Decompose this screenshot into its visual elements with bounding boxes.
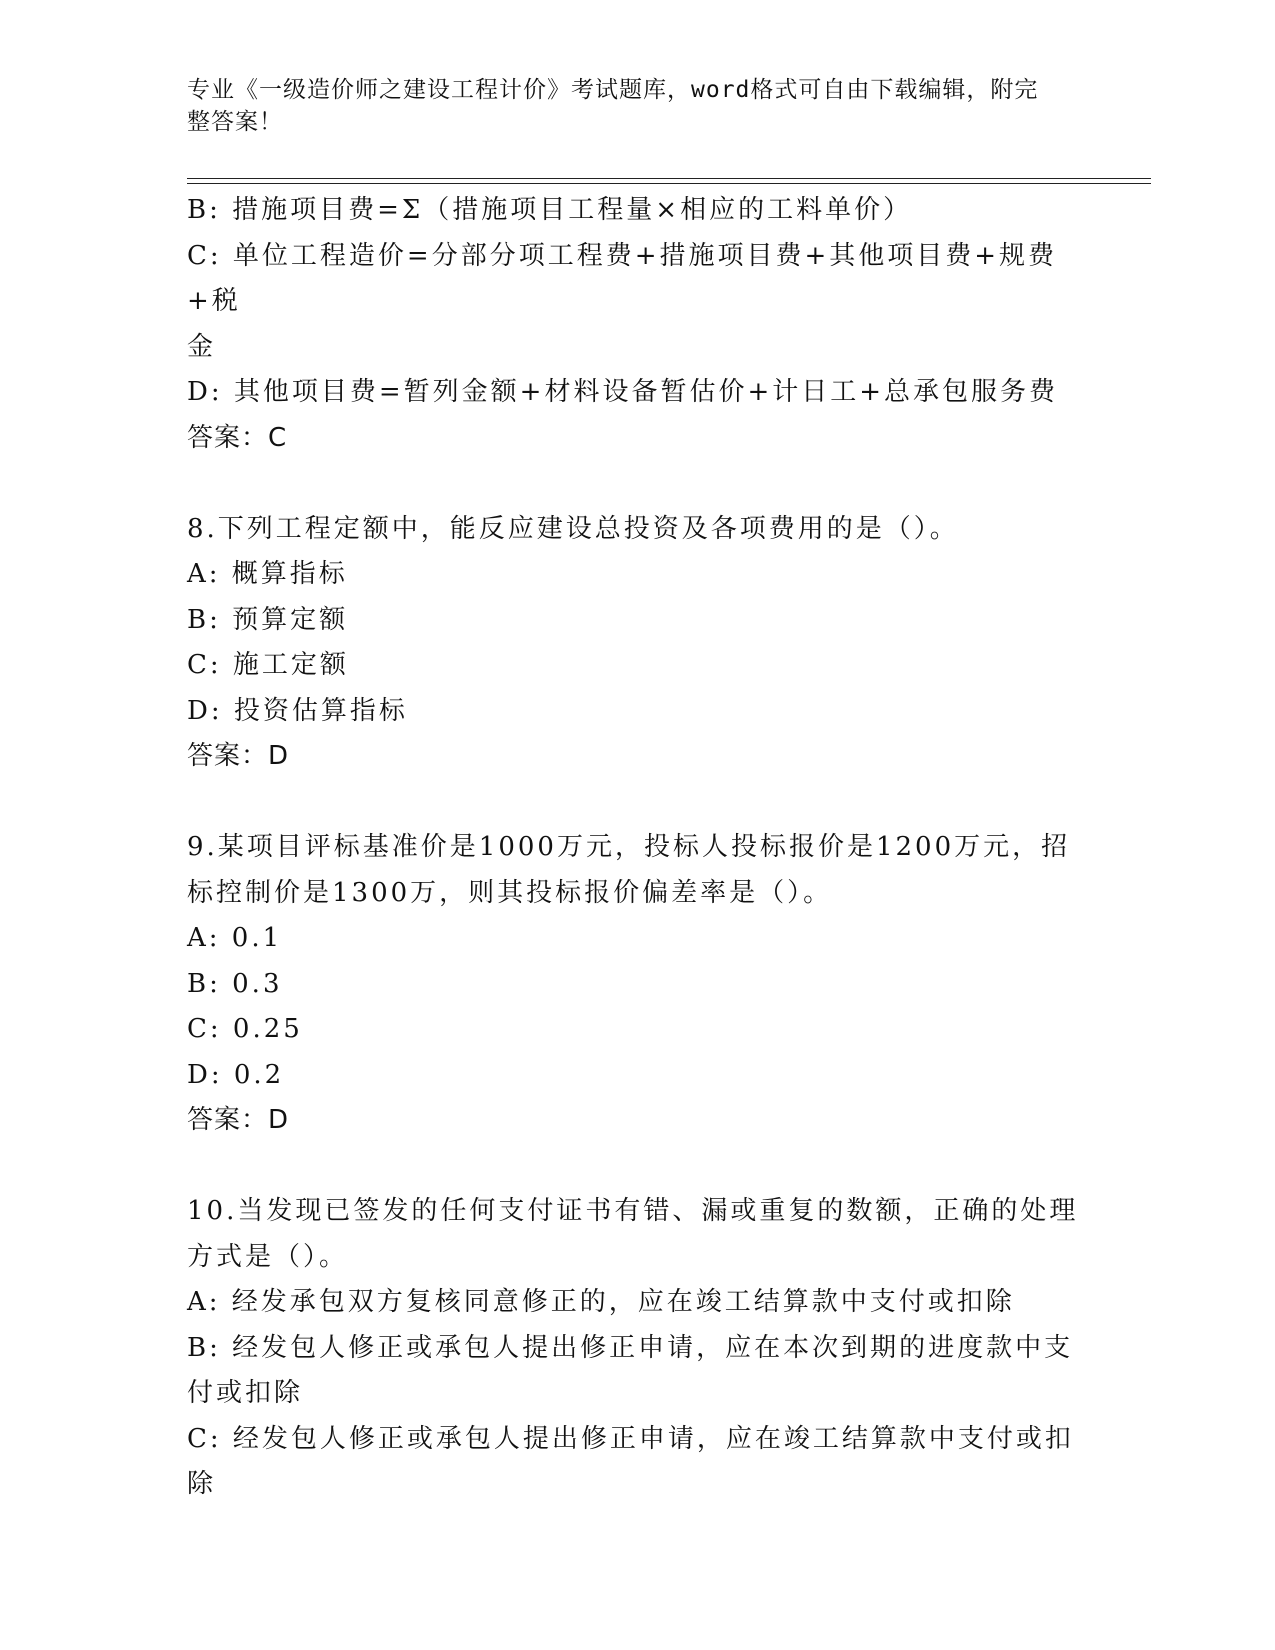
q10-option-c-line-1: C: 经发包人修正或承包人提出修正申请，应在竣工结算款中支付或扣	[187, 1423, 1074, 1454]
q7-option-c-line-2: 金	[187, 331, 217, 362]
q8-option-c: C: 施工定额	[187, 650, 349, 680]
q7-option-b: B: 措施项目费=Σ（措施项目工程量×相应的工料单价）	[187, 195, 913, 225]
q7-answer: 答案：C	[187, 422, 288, 453]
question-7-continued	[187, 188, 1087, 461]
q10-option-b-line-1: B: 经发包人修正或承包人提出修正申请，应在本次到期的进度款中支	[187, 1332, 1074, 1363]
question-10	[187, 1189, 1087, 1508]
q9-stem-line-2: 标控制价是1300万，则其投标报价偏差率是（）。	[187, 877, 833, 908]
header-divider-top	[187, 178, 1151, 179]
q8-option-b: B: 预算定额	[187, 604, 349, 635]
q8-answer: 答案：D	[187, 741, 290, 771]
spacer	[187, 780, 1087, 826]
question-8	[187, 507, 1087, 780]
q9-option-b: B: 0.3	[187, 968, 283, 999]
q10-stem-line-1: 10.当发现已签发的任何支付证书有错、漏或重复的数额，正确的处理	[187, 1196, 1079, 1226]
q8-option-a: A: 概算指标	[187, 559, 348, 589]
header-line-1: 专业《一级造价师之建设工程计价》考试题库，word格式可自由下载编辑，附完	[187, 77, 1039, 103]
q8-option-d: D: 投资估算指标	[187, 695, 408, 726]
q9-option-a: A: 0.1	[187, 923, 283, 953]
question-9	[187, 825, 1087, 1144]
q9-answer: 答案：D	[187, 1105, 290, 1135]
q10-option-a: A: 经发承包双方复核同意修正的，应在竣工结算款中支付或扣除	[187, 1287, 1015, 1317]
q9-option-d: D: 0.2	[187, 1059, 285, 1090]
q9-option-c: C: 0.25	[187, 1014, 303, 1044]
q10-stem-line-2: 方式是（）。	[187, 1241, 349, 1272]
q10-option-c-line-2: 除	[187, 1469, 217, 1499]
q7-option-c-line-1: C: 单位工程造价=分部分项工程费+措施项目费+其他项目费+规费+税	[187, 240, 1058, 316]
header-line-2: 整答案！	[187, 109, 283, 135]
q8-stem: 8.下列工程定额中，能反应建设总投资及各项费用的是（）。	[187, 513, 959, 544]
question-content	[187, 188, 1087, 1508]
document-header	[187, 74, 1067, 138]
q10-option-b-line-2: 付或扣除	[187, 1378, 304, 1408]
q7-option-d: D: 其他项目费=暂列金额+材料设备暂估价+计日工+总承包服务费	[187, 377, 1059, 407]
spacer	[187, 461, 1087, 507]
header-divider-bottom	[187, 183, 1151, 184]
spacer	[187, 1144, 1087, 1190]
q9-stem-line-1: 9.某项目评标基准价是1000万元，投标人投标报价是1200万元，招	[187, 832, 1071, 862]
